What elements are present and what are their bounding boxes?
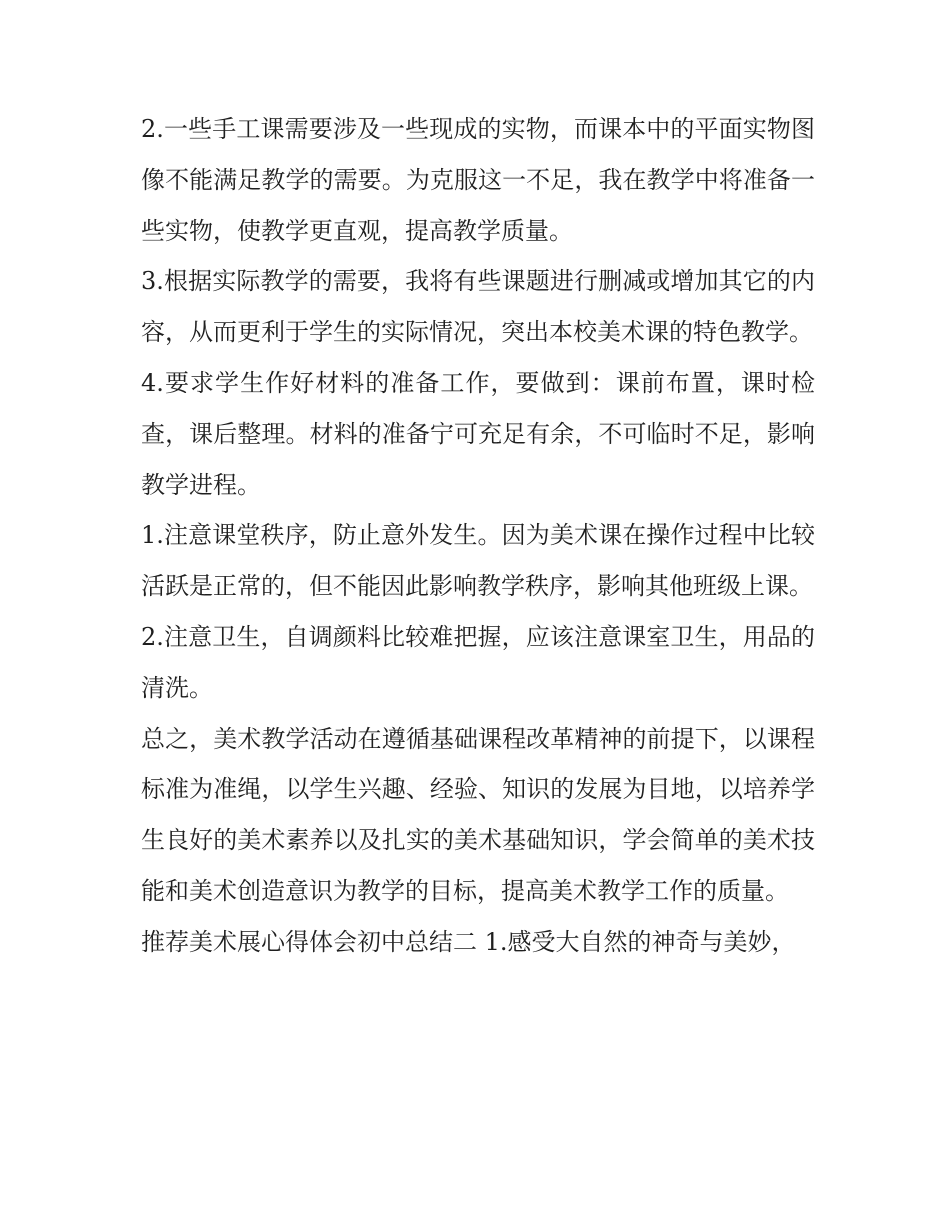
- paragraph-classroom-order: 1.注意课堂秩序，防止意外发生。因为美术课在操作过程中比较活跃是正常的，但不能因此影响教学秩序，影响其他班级上课。: [141, 521, 815, 601]
- paragraph-material-preparation: 4.要求学生作好材料的准备工作，要做到：课前布置，课时检查，课后整理。材料的准备宁可充足有余，不可临时不足，影响教学进程。: [141, 368, 815, 499]
- paragraph-summary: 总之，美术教学活动在遵循基础课程改革精神的前提下，以课程标准为准绳，以学生兴趣、经验、知识的发展为目地，以培养学生良好的美术素养以及扎实的美术基础知识，学会简单的美术技能和美术创造意识为教学的目标，提高美术教学工作的质量。: [141, 724, 815, 905]
- paragraph-recommendation-start: 推荐美术展心得体会初中总结二 1.感受大自然的神奇与美妙，: [141, 927, 796, 956]
- paragraph-handicraft-objects: 2.一些手工课需要涉及一些现成的实物，而课本中的平面实物图像不能满足教学的需要。为克服这一不足，我在教学中将准备一些实物，使教学更直观，提高教学质量。: [141, 115, 815, 245]
- paragraph-topic-adjustment: 3.根据实际教学的需要，我将有些课题进行删减或增加其它的内容，从而更利于学生的实际情况，突出本校美术课的特色教学。: [141, 267, 815, 347]
- document-body: [141, 104, 815, 968]
- paragraph-hygiene: 2.注意卫生，自调颜料比较难把握，应该注意课室卫生，用品的清洗。: [141, 622, 815, 702]
